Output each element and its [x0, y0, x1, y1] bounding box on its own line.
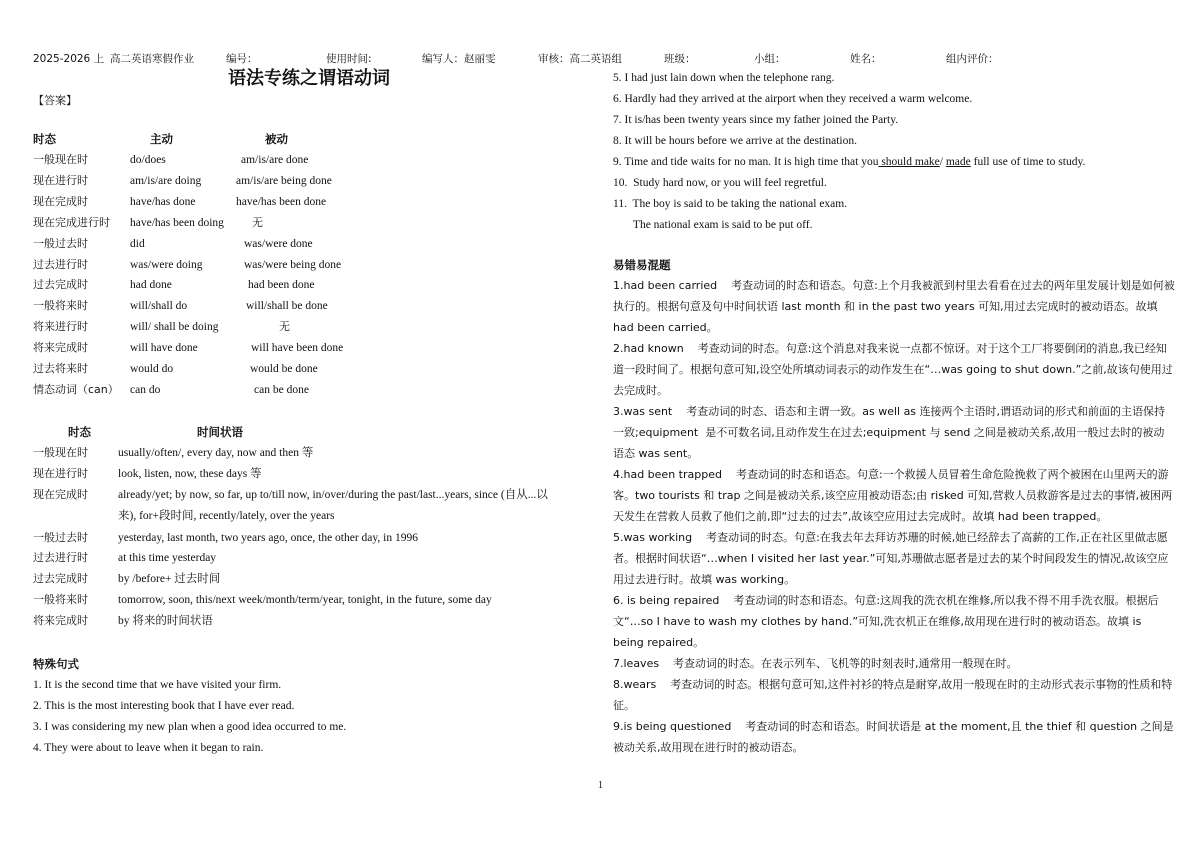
header-course: 高二英语寒假作业 — [110, 53, 194, 65]
adverbial-phrase-cell: yesterday, last month, two years ago, once, the other day, in 1996 — [118, 532, 418, 544]
special-sentence: 1. It is the second time that we have visited your firm. — [33, 679, 282, 691]
tense-cell: would do — [130, 363, 174, 375]
tense-cell: will/shall do — [130, 300, 188, 313]
tense-cell: will/ shall be doing — [130, 321, 219, 334]
document-header — [0, 51, 1200, 65]
page-number: 1 — [598, 780, 603, 791]
error-explanation: 7.leaves 考查动词的时态。在表示列车、飞机等的时刻表时,通常用一般现在时。 — [613, 657, 1018, 670]
tense-cell: was/were done — [244, 237, 313, 250]
tense-cell: am/is/are done — [241, 154, 309, 166]
tense-cell: would be done — [250, 363, 318, 375]
tense-cell: will/shall be done — [246, 300, 328, 313]
error-explanation: 9.is being questioned 考查动词的时态和语态。时间状语是 at the moment,且 the thief 和 question 之间是被动关系,故用现在进行时的被动语态。 — [613, 720, 1174, 754]
page-title: 语法专练之谓语动词 — [228, 68, 390, 89]
special-sentence: 8. It will be hours before we arrive at the destination. — [613, 135, 857, 147]
adverbial-tense-cell: 一般将来时 — [33, 593, 88, 606]
special-sentence: 4. They were about to leave when it began to rain. — [33, 742, 264, 754]
header-author: 编写人：赵丽雯 — [422, 53, 496, 65]
special-sentence: 10. Study hard now, or you will feel regretful. — [613, 177, 827, 189]
adverbial-phrase-cell: already/yet; by now, so far, up to/till now, in/over/during the past/last...years, since (自从...以 — [118, 489, 548, 501]
header-reviewer: 审核：高二英语组 — [538, 53, 622, 65]
tense-cell: 现在完成时 — [33, 194, 88, 208]
header-number: 编号： — [226, 53, 258, 65]
special-sentence: The national exam is said to be put off. — [613, 219, 813, 231]
special-title: 特殊句式 — [33, 657, 79, 671]
adverbial-tense-cell: 一般现在时 — [33, 446, 88, 459]
error-explanation: 5.was working 考查动词的时态。句意:在我去年去拜访苏珊的时候,她已经辞去了高薪的工作,正在社区里做志愿者。根据时间状语“…when I visited her last year.”可知,苏珊做志愿者是过去的某个时间段发生的情况,故该空应用过去进行时。故填 was working。 — [613, 531, 1169, 586]
adverbial-phrase-cell: by /before+ 过去时间 — [118, 573, 221, 585]
adverbial-header-tense: 时态 — [68, 425, 91, 439]
header-class: 班级： — [664, 53, 696, 65]
tense-cell: 情态动词（can） — [33, 382, 119, 396]
tense-header-passive: 被动 — [265, 132, 288, 146]
adverbial-phrase-cell: by 将来的时间状语 — [118, 615, 213, 627]
adverbial-phrase-cell: look, listen, now, these days 等 — [118, 468, 262, 480]
special-sentence: 7. It is/has been twenty years since my father joined the Party. — [613, 114, 899, 126]
error-explanation: 8.wears 考查动词的时态。根据句意可知,这件衬衫的特点是耐穿,故用一般现在时的主动形式表示事物的性质和特征。 — [613, 678, 1173, 712]
tense-cell: 过去进行时 — [33, 257, 88, 271]
tense-cell: 一般现在时 — [33, 153, 88, 166]
adverbial-phrase-cell: usually/often/, every day, now and then 等 — [118, 447, 314, 459]
tense-cell: will have been done — [251, 342, 344, 355]
header-evaluation: 组内评价： — [946, 53, 999, 65]
tense-cell: do/does — [130, 154, 166, 166]
tense-cell: 过去完成时 — [33, 278, 88, 292]
adverbial-tense-cell: 现在完成时 — [33, 488, 88, 501]
tense-cell: was/were being done — [244, 258, 342, 271]
header-group: 小组： — [754, 53, 786, 65]
tense-cell: am/is/are being done — [236, 174, 332, 187]
answer-label: 【答案】 — [33, 94, 77, 107]
tense-cell: 现在进行时 — [33, 173, 88, 187]
tense-cell: can do — [130, 383, 161, 396]
header-name: 姓名： — [850, 53, 882, 65]
adverbial-phrase-cell: tomorrow, soon, this/next week/month/term/year, tonight, in the future, some day — [118, 594, 492, 606]
error-explanation: 3.was sent 考查动词的时态、语态和主谓一致。as well as 连接两个主语时,谓语动词的形式和前面的主语保持一致;equipment 是不可数名词,且动作发生在过去;equipment 与 send 之间是被动关系,故用一般过去时的被动语态 was sent。 — [613, 405, 1166, 460]
tense-cell: 将来完成时 — [33, 341, 88, 355]
tense-cell: 一般过去时 — [33, 236, 88, 250]
adverbial-tense-cell: 过去进行时 — [33, 551, 88, 564]
adverbial-tense-cell: 将来完成时 — [33, 614, 88, 627]
header-time: 使用时间: — [326, 53, 372, 65]
tense-cell: had done — [130, 279, 172, 292]
special-sentence: 11. The boy is said to be taking the national exam. — [613, 198, 848, 210]
tense-cell: 现在完成进行时 — [33, 215, 110, 229]
special-sentence: 6. Hardly had they arrived at the airport when they received a warm welcome. — [613, 93, 973, 105]
error-explanation: 2.had known 考查动词的时态。句意:这个消息对我来说一点都不惊讶。对于这个工厂将要倒闭的消息,我已经知道一段时间了。根据句意可知,设空处所填动词表示的动作发生在“…was going to shut down.”之前,故该句使用过去完成时。 — [613, 342, 1173, 397]
special-sentence-9: 9. Time and tide waits for no man. It is high time that you should make/ made full use of time to study. — [613, 156, 1086, 168]
tense-header-tense: 时态 — [33, 132, 56, 146]
tense-cell: am/is/are doing — [130, 174, 202, 187]
tense-cell: can be done — [254, 383, 309, 396]
tense-cell: will have done — [130, 342, 198, 355]
header-year: 2025-2026 上 — [33, 53, 105, 65]
error-explanation: 6. is being repaired 考查动词的时态和语态。句意:这周我的洗衣机在维修,所以我不得不用手洗衣服。根据后文“…so I have to wash my clothes by hand.”可知,洗衣机正在维修,故用现在进行时的被动语态。故填 is being repaired。 — [613, 594, 1159, 649]
tense-cell: 将来进行时 — [33, 320, 88, 334]
special-sentence: 2. This is the most interesting book that I have ever read. — [33, 700, 295, 712]
adverbial-phrase-cell: at this time yesterday — [118, 552, 217, 564]
tense-cell: 过去将来时 — [33, 362, 88, 375]
tense-cell: did — [130, 237, 145, 250]
tense-cell: had been done — [248, 279, 315, 292]
error-explanation: 4.had been trapped 考查动词的时态和语态。句意:一个救援人员冒着生命危险挽救了两个被困在山里两天的游客。two tourists 和 trap 之间是被动关系,该空应用被动语态;由 risked 可知,营救人员救游客是过去的事情,被困两天发生在营救人员救了他们之前,即“过去的过去”,故该空应用过去完成时。故填 had been trapped。 — [613, 468, 1173, 523]
errors-list — [613, 275, 1175, 758]
tense-cell: 无 — [279, 320, 290, 334]
adverbial-tense-cell: 一般过去时 — [33, 531, 88, 544]
tense-cell: 一般将来时 — [33, 299, 88, 313]
adverbial-tense-cell: 现在进行时 — [33, 467, 88, 480]
adverbial-tense-cell: 过去完成时 — [33, 572, 88, 585]
error-explanation: 1.had been carried 考查动词的时态和语态。句意:上个月我被派到村里去看看在过去的两年里发展计划是如何被执行的。根据句意及句中时间状语 last month 和 in the past two years 可知,用过去完成时的被动语态。故填 had been carried。 — [613, 279, 1175, 334]
adverbial-phrase-cell: 来), for+段时间, recently/lately, over the years — [118, 510, 335, 522]
tense-cell: was/were doing — [130, 258, 203, 271]
tense-cell: have/has been done — [236, 195, 327, 208]
tense-header-active: 主动 — [150, 132, 173, 146]
special-sentence: 3. I was considering my new plan when a good idea occurred to me. — [33, 721, 347, 733]
special-sentence: 5. I had just lain down when the telephone rang. — [613, 72, 835, 84]
tense-cell: have/has been doing — [130, 216, 224, 229]
adverbial-header-time: 时间状语 — [197, 425, 243, 439]
tense-cell: have/has done — [130, 195, 196, 208]
tense-cell: 无 — [252, 215, 263, 229]
errors-title: 易错易混题 — [613, 258, 671, 272]
